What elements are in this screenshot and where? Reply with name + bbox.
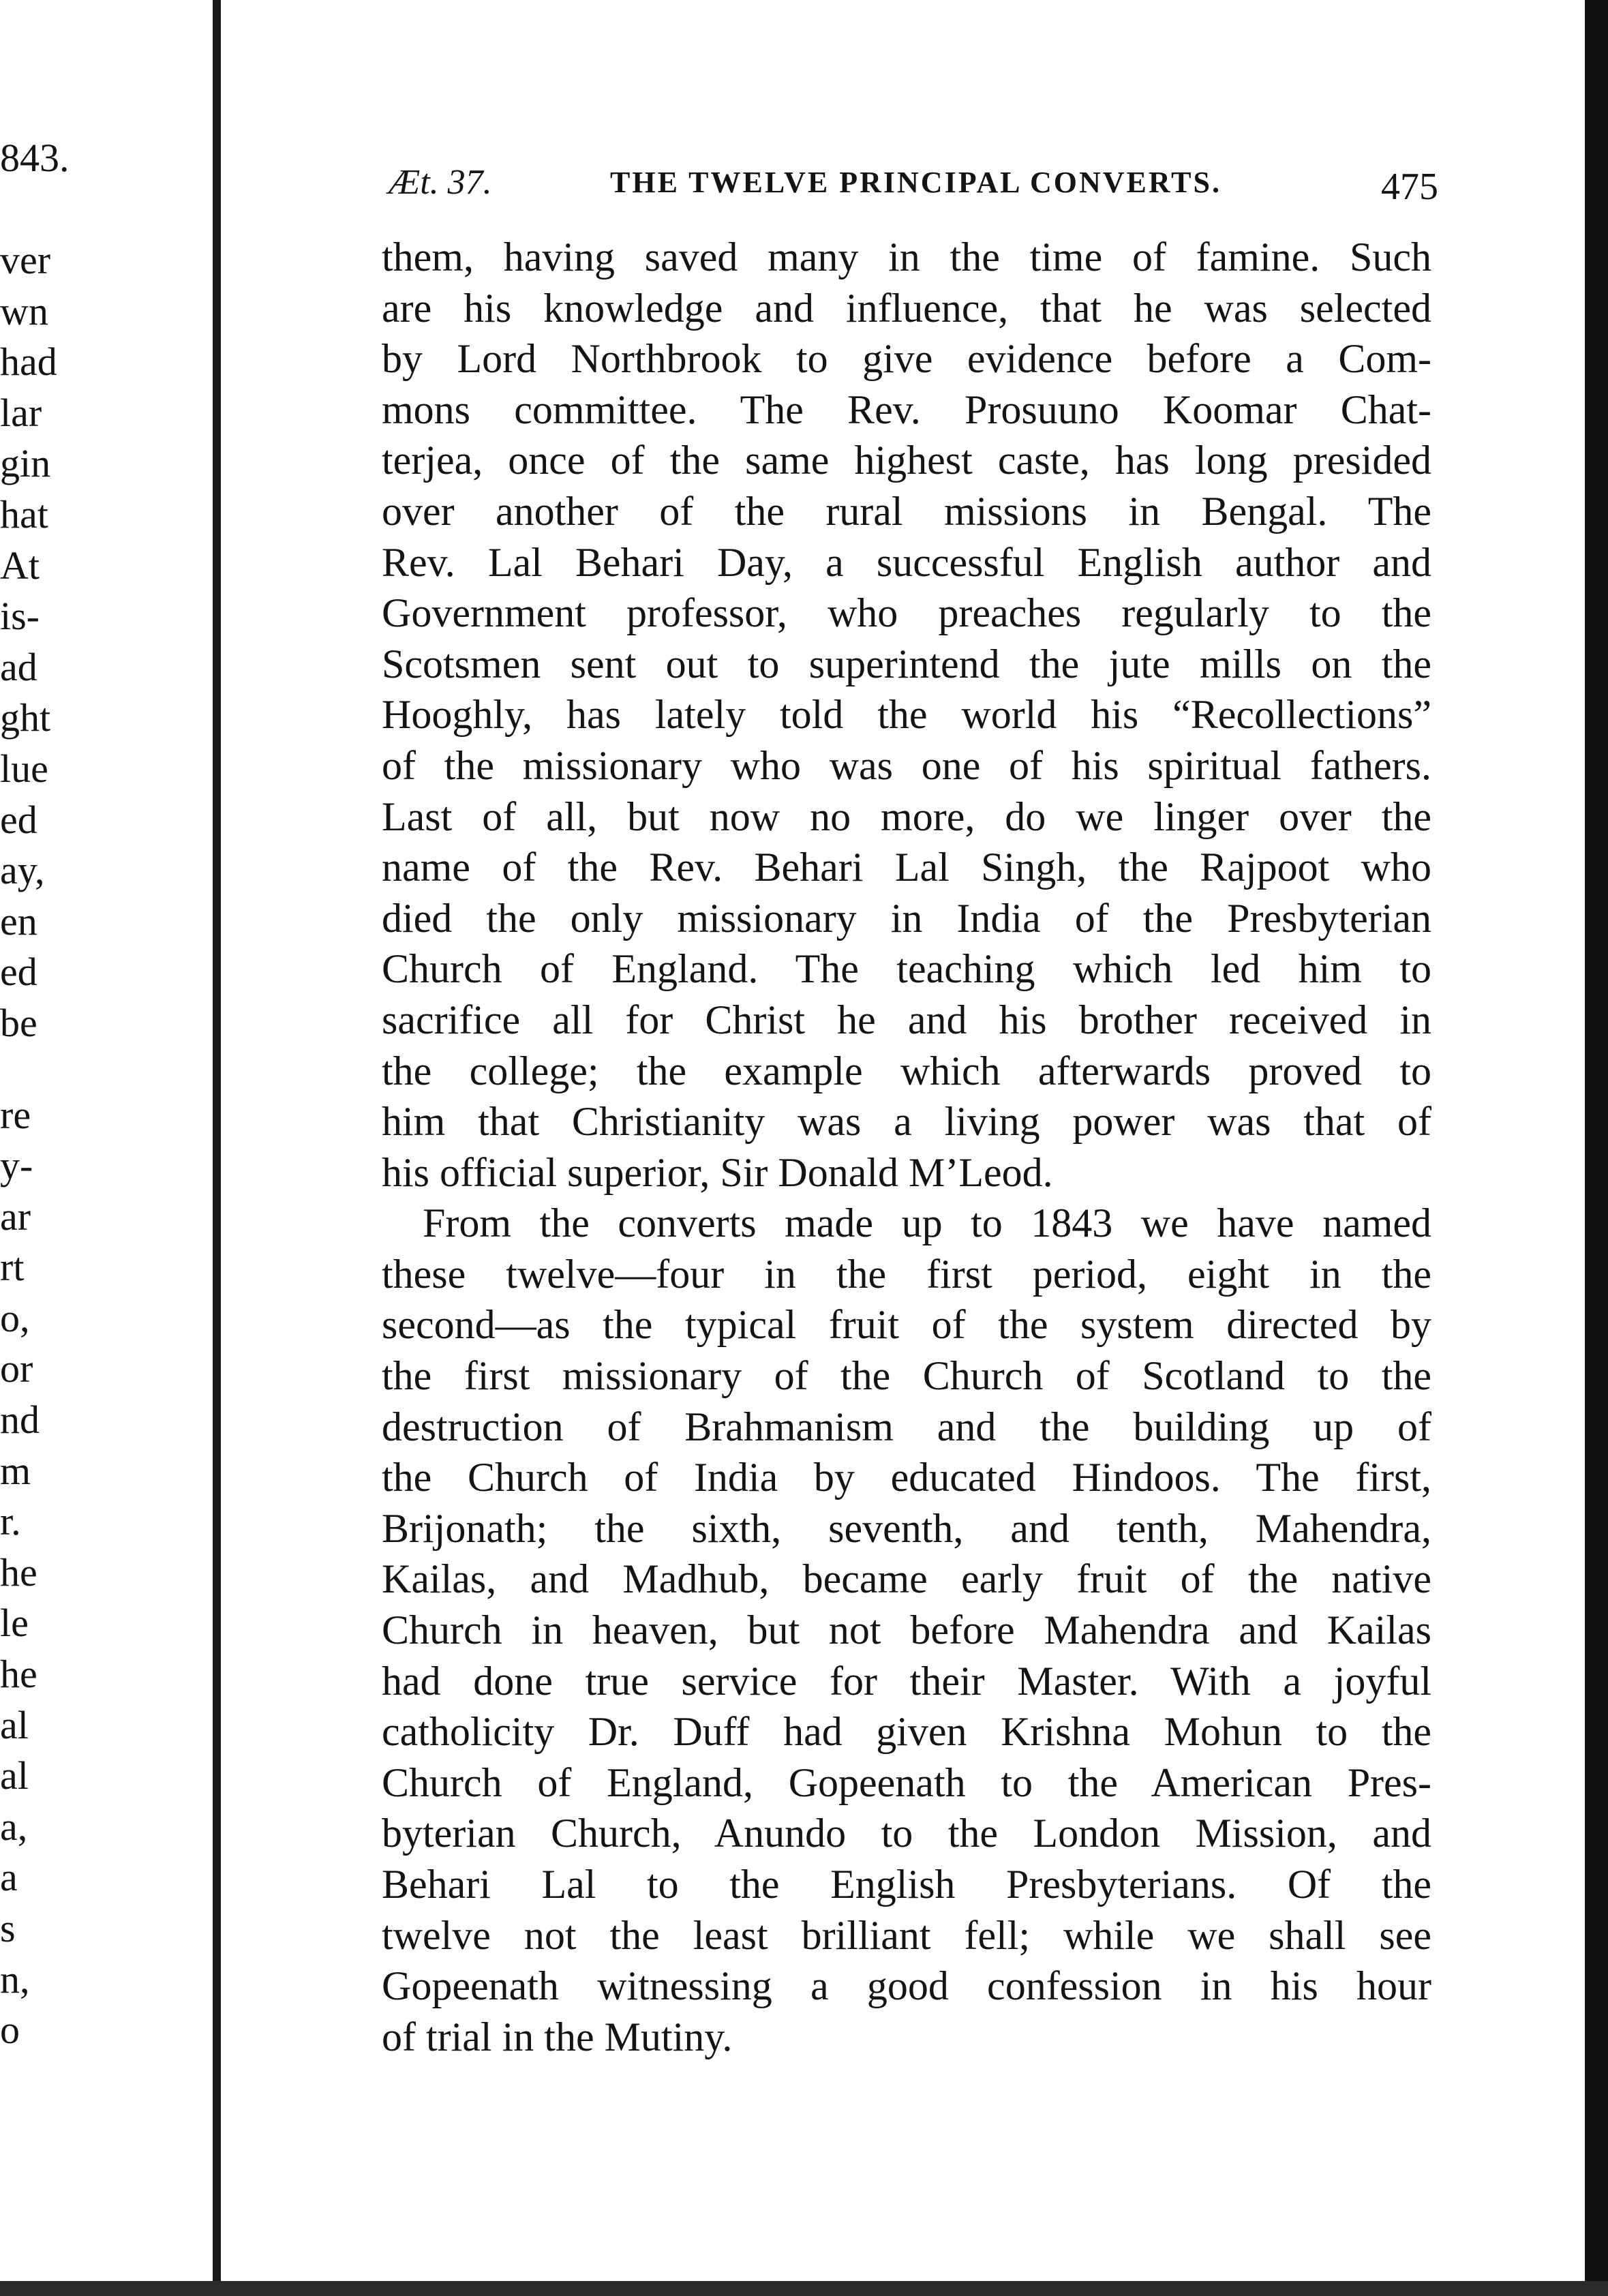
previous-page-fragment: wn [0, 288, 48, 333]
previous-page-fragment: At [0, 543, 40, 588]
page-edge-shadow [1585, 0, 1608, 2296]
previous-page-fragment: ed [0, 950, 37, 995]
text-line: second—as the typical fruit of the system directed by [382, 1302, 1431, 1348]
text-line: died the only missionary in India of the Presbyterian [382, 895, 1431, 941]
previous-page-fragment: gin [0, 441, 51, 486]
previous-page-fragment: lar [0, 390, 42, 435]
text-line: Behari Lal to the English Presbyterians. Of the [382, 1862, 1431, 1907]
text-line: name of the Rev. Behari Lal Singh, the Rajpoot who [382, 845, 1431, 890]
previous-page-fragment: a, [0, 1804, 28, 1849]
previous-page-fragment: ad [0, 644, 37, 689]
text-line: Rev. Lal Behari Day, a successful English author and [382, 539, 1431, 585]
previous-page-fragment: had [0, 339, 57, 384]
text-line: are his knowledge and influence, that he was selected [382, 285, 1431, 331]
paragraph-2 [382, 1198, 1431, 2062]
text-line: these twelve—four in the first period, eight in the [382, 1251, 1431, 1297]
text-line: terjea, once of the same highest caste, has long presided [382, 438, 1431, 483]
text-line: the first missionary of the Church of Scotland to the [382, 1353, 1431, 1399]
text-line: Gopeenath witnessing a good confession in his hour [382, 1963, 1431, 2009]
text-line: catholicity Dr. Duff had given Krishna Mohun to the [382, 1709, 1431, 1755]
previous-page-fragment: le [0, 1601, 29, 1646]
previous-page-fragment: nd [0, 1398, 40, 1442]
running-header [389, 162, 1438, 217]
previous-page-fragment: lue [0, 746, 48, 791]
previous-page-fragment: m [0, 1448, 31, 1493]
previous-page-fragment: al [0, 1702, 29, 1747]
text-line: Church in heaven, but not before Mahendra and Kailas [382, 1607, 1431, 1653]
text-line: twelve not the least brilliant fell; while we shall see [382, 1912, 1431, 1958]
previous-page-fragment: is- [0, 594, 40, 639]
text-line: the Church of India by educated Hindoos. The first, [382, 1455, 1431, 1500]
text-line: Brijonath; the sixth, seventh, and tenth, Mahendra, [382, 1505, 1431, 1551]
text-line: by Lord Northbrook to give evidence before a Com- [382, 336, 1431, 382]
previous-page-fragment: o [0, 2008, 20, 2053]
text-line: Scotsmen sent out to superintend the jute mills on the [382, 641, 1431, 686]
previous-page-fragment: ght [0, 695, 51, 740]
text-line: byterian Church, Anundo to the London Mission, and [382, 1811, 1431, 1856]
text-line: Church of England, Gopeenath to the American Pres- [382, 1759, 1431, 1805]
previous-page-fragment: rt [0, 1245, 25, 1290]
previous-page-fragment: ed [0, 797, 37, 842]
previous-page-fragment: re [0, 1092, 31, 1137]
previous-page-fragment: hat [0, 492, 48, 537]
text-line: the college; the example which afterwards proved to [382, 1048, 1431, 1093]
text-line: mons committee. The Rev. Prosuuno Koomar Chat- [382, 387, 1431, 432]
text-line: of trial in the Mutiny. [382, 2014, 733, 2059]
page-bottom-edge [0, 2281, 1608, 2296]
previous-page-fragment: or [0, 1346, 33, 1391]
text-line: had done true service for their Master. With a joyful [382, 1658, 1431, 1704]
previous-page-text [0, 133, 204, 2056]
previous-page-fragment: ay, [0, 848, 45, 893]
previous-page-fragment: he [0, 1550, 37, 1595]
previous-page-fragment: y- [0, 1143, 33, 1188]
previous-page-fragment: ar [0, 1194, 31, 1239]
text-line: him that Christianity was a living power was that of [382, 1099, 1431, 1145]
previous-page-fragment: ver [0, 238, 51, 282]
previous-page-fragment: he [0, 1652, 37, 1697]
paragraph-1 [382, 232, 1431, 1198]
text-line: Hooghly, has lately told the world his “Recollections” [382, 692, 1431, 738]
previous-page-fragment: al [0, 1753, 29, 1798]
text-line: of the missionary who was one of his spiritual fathers. [382, 742, 1431, 788]
text-line: Last of all, but now no more, do we linger over the [382, 794, 1431, 839]
text-line: sacrifice all for Christ he and his brother received in [382, 997, 1431, 1042]
text-line: over another of the rural missions in Bengal. The [382, 488, 1431, 534]
body-text [382, 232, 1431, 2062]
previous-page-fragment: be [0, 1000, 37, 1045]
previous-page-fragment: a [0, 1855, 18, 1900]
previous-page-fragment: en [0, 898, 37, 943]
book-gutter [213, 0, 221, 2296]
text-line: them, having saved many in the time of famine. Such [382, 235, 1431, 280]
previous-page-fragment: r. [0, 1499, 21, 1544]
text-line: destruction of Brahmanism and the building up of [382, 1404, 1431, 1449]
previous-page-fragment: s [0, 1906, 16, 1950]
text-line: From the converts made up to 1843 we have named [423, 1200, 1431, 1246]
text-line: Church of England. The teaching which led him to [382, 946, 1431, 992]
text-line: Government professor, who preaches regularly to the [382, 590, 1431, 636]
previous-page-fragment: n, [0, 1957, 30, 2002]
previous-page-fragment: o, [0, 1295, 30, 1340]
header-title: THE TWELVE PRINCIPAL CONVERTS. [610, 166, 1222, 199]
text-line: his official superior, Sir Donald M’Leod. [382, 1149, 1053, 1195]
previous-page-number: 843. [0, 136, 70, 180]
header-age: Æt. 37. [389, 163, 492, 202]
text-line: Kailas, and Madhub, became early fruit of the native [382, 1556, 1431, 1602]
page-number: 475 [1381, 166, 1438, 208]
